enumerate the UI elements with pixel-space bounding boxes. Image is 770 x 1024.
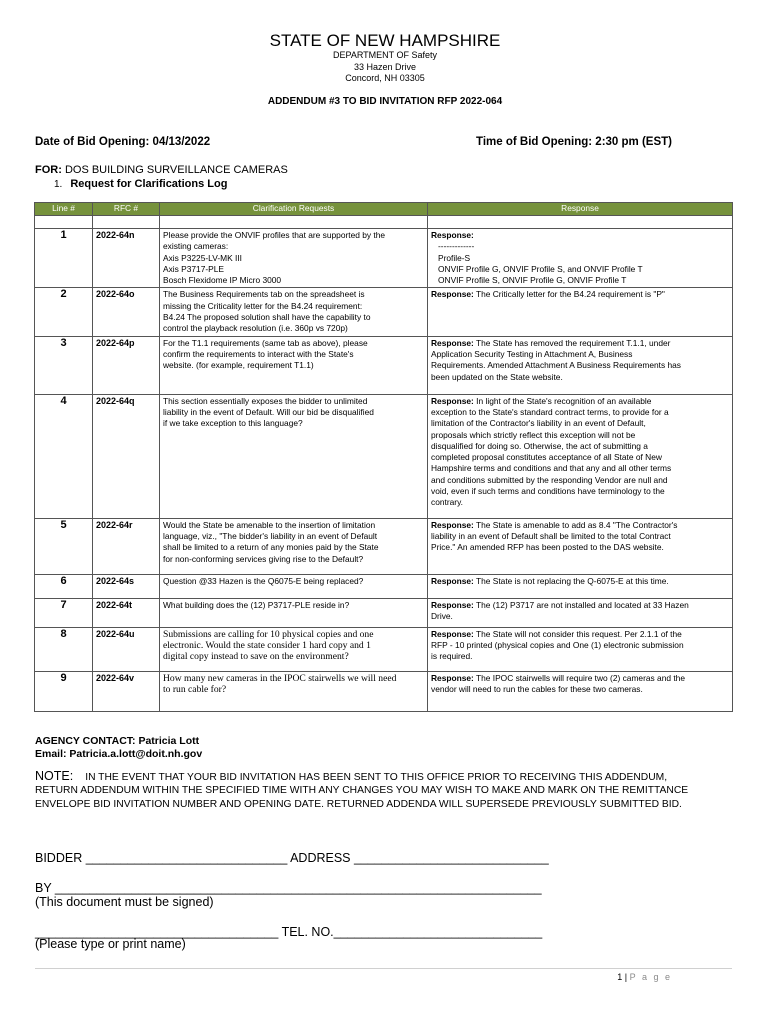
request-line: shall be limited to a return of any monies paid by the State (163, 542, 379, 553)
page-label: P a g e (629, 972, 672, 982)
city-address: Concord, NH 03305 (345, 73, 425, 83)
name-caption: (Please type or print name) (35, 937, 186, 951)
response-label: Response: (431, 599, 474, 610)
line-number: 6 (35, 574, 93, 598)
response-cell (428, 574, 733, 598)
response-text: The IPOC stairwells will require two (2) cameras and the (473, 672, 685, 683)
note-label: NOTE: (35, 769, 74, 783)
response-line (431, 600, 729, 611)
request-line: digital copy instead to save on the environment? (163, 651, 349, 663)
line-number: 8 (35, 627, 93, 671)
table-row (35, 574, 733, 598)
response-label: Response: (431, 395, 474, 406)
rfc-number: 2022-64q (93, 394, 160, 518)
response-line (431, 230, 729, 241)
response-line (431, 396, 729, 407)
response-line: Drive. (431, 610, 453, 621)
clarification-request (160, 229, 428, 288)
footer-divider (35, 968, 732, 969)
response-line (431, 338, 729, 349)
request-line: Bosch Flexidome IP Micro 3000 (163, 275, 282, 286)
clarification-request (160, 288, 428, 336)
rfc-number: 2022-64r (93, 518, 160, 574)
request-line: For the T1.1 requirements (same tab as above), please (163, 337, 368, 348)
log-title: Request for Clarifications Log (70, 178, 228, 190)
response-text: The State is not replacing the Q-6075-E at this time. (473, 575, 669, 586)
request-line: electronic. Would the state consider 1 hard copy and 1 (163, 639, 371, 651)
response-line: and conditions submitted by the responding Vendor are null and (431, 474, 668, 485)
header-rfc: RFC # (93, 203, 160, 216)
request-line: control the playback resolution (i.e. 360p vs 720p) (163, 323, 348, 334)
response-text: The Critically letter for the B4.24 requirement is "P" (473, 289, 665, 300)
response-line: ONVIF Profile G, ONVIF Profile S, and ONVIF Profile T (438, 263, 643, 274)
table-spacer-row (35, 216, 733, 229)
note-text: IN THE EVENT THAT YOUR BID INVITATION HAS BEEN SENT TO THIS OFFICE PRIOR TO RECEIVING THIS ADDENDUM, RETURN ADDENDUM WITHIN THE SPECIFIED TIME WITH ANY CHANGES YOU MAY WISH TO MAKE AND MARK ON THE REMITTANCE ENVELOPE BID INVITATION NUMBER AND OPENING DATE. RETURNED ADDENDA WILL SUPERSEDE PREVIOUSLY SUBMITTED BID. (35, 772, 689, 810)
request-line: to run cable for? (163, 683, 227, 695)
response-line: liability in an event of Default shall be limited to the total Contract (431, 530, 671, 541)
rfc-number: 2022-64u (93, 627, 160, 671)
header-line: Line # (35, 203, 93, 216)
response-cell (428, 394, 733, 518)
bid-opening-date: Date of Bid Opening: 04/13/2022 (35, 136, 211, 148)
table-row (35, 394, 733, 518)
response-text: The State will not consider this request. Per 2.1.1 of the (473, 628, 682, 639)
response-line: vendor will need to run the cables for these two cameras. (431, 683, 643, 694)
rfc-number: 2022-64s (93, 574, 160, 598)
request-line: Question @33 Hazen is the Q6075-E being replaced? (163, 575, 364, 586)
response-line: ONVIF Profile S, ONVIF Profile G, ONVIF Profile T (438, 275, 627, 286)
response-line: ------------- (438, 241, 475, 252)
clarification-request (160, 671, 428, 711)
clarification-request (160, 394, 428, 518)
request-line: What building does the (12) P3717-PLE reside in? (163, 599, 350, 610)
page-number: 1 (617, 972, 623, 982)
response-line: been updated on the State website. (431, 371, 563, 382)
response-label: Response: (431, 289, 474, 300)
addendum-heading: ADDENDUM #3 TO BID INVITATION RFP 2022-064 (267, 96, 503, 107)
table-row (35, 671, 733, 711)
response-label: Response: (431, 337, 474, 348)
for-label: FOR: (35, 164, 62, 176)
response-line: Price." An amended RFP has been posted to the DAS website. (431, 542, 664, 553)
line-number: 5 (35, 518, 93, 574)
name-phone-line[interactable]: ___________________________________ TEL. NO.______________________________ (35, 925, 543, 939)
response-label: Response: (431, 575, 474, 586)
request-line: Would the State be amenable to the insertion of limitation (163, 519, 376, 530)
table-row (35, 627, 733, 671)
clarification-request (160, 336, 428, 394)
line-number: 7 (35, 598, 93, 627)
request-line: Please provide the ONVIF profiles that are supported by the (163, 230, 386, 240)
line-number: 4 (35, 394, 93, 518)
response-line: proposals which strictly reflect this exception will not be (431, 429, 636, 440)
request-line: liability in the event of Default. Will our bid be disqualified (163, 406, 374, 417)
clarification-request (160, 518, 428, 574)
bidder-address-line[interactable]: BIDDER _____________________________ ADDRESS ____________________________ (35, 851, 549, 865)
page-footer (617, 972, 672, 982)
response-label: Response: (431, 672, 474, 683)
response-text: The (12) P3717 are not installed and located at 33 Hazen (473, 599, 689, 610)
response-line: Application Security Testing in Attachment A, Business (431, 348, 633, 359)
response-line: limitation of the Contractor's liability in an event of Default, (431, 418, 646, 429)
street-address: 33 Hazen Drive (353, 62, 417, 72)
clarifications-table (34, 202, 733, 712)
request-line: This section essentially exposes the bidder to unlimited (163, 395, 368, 406)
response-line: Hampshire terms and conditions and that any and all other terms (431, 463, 672, 474)
table-row (35, 518, 733, 574)
response-text: The State is amenable to add as 8.4 "The Contractor's (473, 519, 678, 530)
note-paragraph (35, 770, 695, 811)
line-number: 1 (35, 229, 93, 288)
line-number: 2 (35, 288, 93, 336)
for-text: DOS BUILDING SURVEILLANCE CAMERAS (61, 164, 288, 176)
response-line: is required. (431, 651, 473, 662)
log-number: 1. (54, 179, 63, 190)
request-line: Axis P3717-PLE (163, 263, 224, 274)
request-line: How many new cameras in the IPOC stairwells we will need (163, 672, 397, 684)
response-cell (428, 336, 733, 394)
rfc-number: 2022-64p (93, 336, 160, 394)
request-line: if we take exception to this language? (163, 418, 303, 429)
response-line: void, even if such terms and conditions have terminology to the (431, 486, 665, 497)
request-line: confirm the requirements to interact with the State's (163, 348, 354, 359)
rfc-number: 2022-64v (93, 671, 160, 711)
response-line: contrary. (431, 497, 463, 508)
response-line (431, 576, 729, 587)
clarification-request (160, 574, 428, 598)
table-row (35, 598, 733, 627)
document-title: STATE OF NEW HAMPSHIRE (269, 31, 501, 50)
agency-email: Email: Patricia.a.lott@doit.nh.gov (35, 748, 203, 760)
response-line: Profile-S (438, 252, 471, 263)
response-line (431, 289, 729, 300)
response-line (431, 673, 729, 684)
response-label: Response: (431, 230, 474, 240)
clarification-request (160, 598, 428, 627)
rfc-number: 2022-64t (93, 598, 160, 627)
request-line: existing cameras: (163, 241, 229, 252)
request-line: Axis P3225-LV-MK III (163, 252, 242, 263)
page-separator: | (622, 972, 630, 982)
request-line: B4.24 The proposed solution shall have the capability to (163, 312, 371, 323)
response-label: Response: (431, 628, 474, 639)
response-cell (428, 671, 733, 711)
response-cell (428, 288, 733, 336)
rfc-number: 2022-64n (93, 229, 160, 288)
response-cell (428, 627, 733, 671)
table-row (35, 288, 733, 336)
response-line: exception to the State's standard contract terms, to provide for a (431, 406, 669, 417)
table-row (35, 336, 733, 394)
for-line (35, 164, 288, 176)
header-response: Response (428, 203, 733, 216)
response-line: disqualified for doing so. Otherwise, the act of submitting a (431, 440, 648, 451)
header-requests: Clarification Requests (160, 203, 428, 216)
line-number: 3 (35, 336, 93, 394)
table-row (35, 229, 733, 288)
signature-line[interactable]: BY ______________________________________________________________________ (35, 881, 542, 895)
response-label: Response: (431, 519, 474, 530)
response-line: RFP - 10 printed (physical copies and One (1) electronic submission (431, 639, 684, 650)
clarification-request (160, 627, 428, 671)
response-line: Requirements. Amended Attachment A Business Requirements has (431, 360, 681, 371)
log-heading (54, 178, 227, 190)
request-line: for non-conforming services giving rise to the Default? (163, 553, 364, 564)
agency-contact: AGENCY CONTACT: Patricia Lott (35, 735, 200, 747)
response-line (431, 629, 729, 640)
signature-caption: (This document must be signed) (35, 895, 214, 909)
rfc-number: 2022-64o (93, 288, 160, 336)
bid-opening-time: Time of Bid Opening: 2:30 pm (EST) (476, 136, 672, 148)
request-line: website. (for example, requirement T1.1) (163, 360, 314, 371)
request-line: Submissions are calling for 10 physical copies and one (163, 628, 374, 640)
request-line: The Business Requirements tab on the spreadsheet is (163, 289, 365, 300)
response-text: The State has removed the requirement T.1.1, under (473, 337, 671, 348)
table-header-row (35, 203, 733, 216)
response-line: completed proposal constitutes acceptance of all State of New (431, 452, 662, 463)
request-line: language, viz., "The bidder's liability in an event of Default (163, 530, 378, 541)
response-cell (428, 518, 733, 574)
request-line: missing the Criticality letter for the B4.24 requirement: (163, 300, 363, 311)
line-number: 9 (35, 671, 93, 711)
response-text: In light of the State's recognition of an available (473, 395, 652, 406)
department-name: DEPARTMENT OF Safety (332, 50, 438, 60)
response-cell (428, 598, 733, 627)
response-cell (428, 229, 733, 288)
response-line (431, 520, 729, 531)
